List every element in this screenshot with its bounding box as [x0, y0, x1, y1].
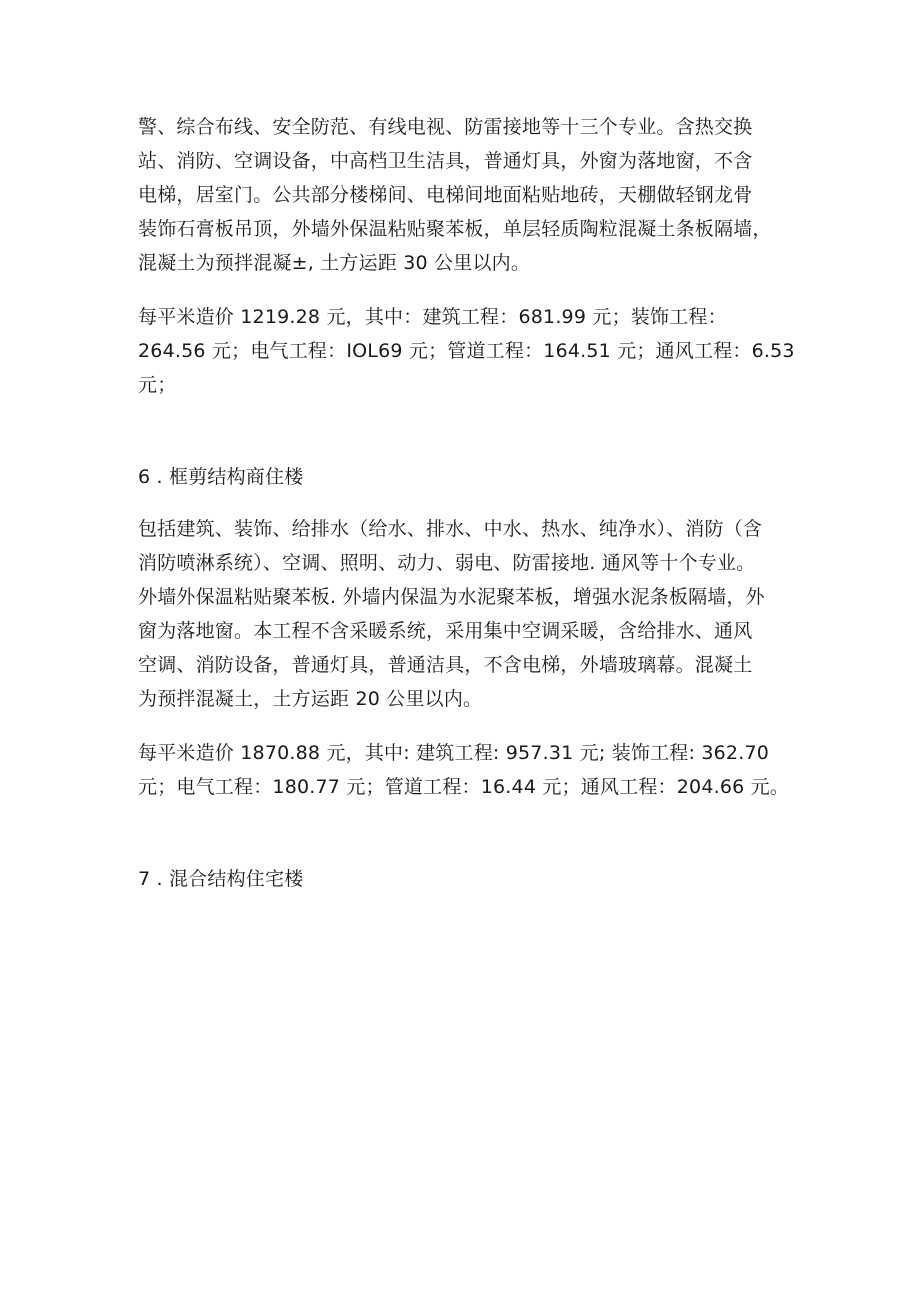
heading-text: 7 . 混合结构住宅楼 [138, 868, 304, 890]
text-line: 为预拌混凝土，土方运距 20 公里以内。 [138, 688, 483, 710]
heading-text: 6 . 框剪结构商住楼 [138, 466, 304, 488]
text-line: 264.56 元；电气工程：IOL69 元；管道工程：164.51 元；通风工程：6.53 [138, 340, 795, 362]
section-6-body [138, 512, 798, 716]
section-7-heading [138, 862, 798, 896]
text-line: 电梯，居室门。公共部分楼梯间、电梯间地面粘贴地砖，天棚做轻钢龙骨 [138, 184, 753, 206]
text-line: 装饰石膏板吊顶，外墙外保温粘贴聚苯板，单层轻质陶粒混凝土条板隔墙， [138, 218, 772, 240]
text-line: 元； [138, 374, 177, 396]
text-line: 消防喷淋系统）、空调、照明、动力、弱电、防雷接地. 通风等十个专业。 [138, 552, 756, 574]
intro-paragraph [138, 110, 798, 280]
text-line: 外墙外保温粘贴聚苯板. 外墙内保温为水泥聚苯板，增强水泥条板隔墙，外 [138, 586, 765, 608]
text-line: 每平米造价 1219.28 元，其中：建筑工程：681.99 元；装饰工程： [138, 306, 727, 328]
section-6-price [138, 736, 798, 804]
text-line: 窗为落地窗。本工程不含采暖系统，采用集中空调采暖，含给排水、通风 [138, 620, 753, 642]
text-line: 元；电气工程：180.77 元；管道工程：16.44 元；通风工程：204.66 元。 [138, 776, 790, 798]
document-page [138, 110, 798, 896]
text-line: 站、消防、空调设备，中高档卫生洁具，普通灯具，外窗为落地窗，不含 [138, 150, 753, 172]
price-paragraph-5 [138, 300, 798, 402]
text-line: 混凝土为预拌混凝±, 土方运距 30 公里以内。 [138, 252, 531, 274]
text-line: 空调、消防设备，普通灯具，普通洁具，不含电梯，外墙玻璃幕。混凝土 [138, 654, 753, 676]
text-line: 警、综合布线、安全防范、有线电视、防雷接地等十三个专业。含热交换 [138, 116, 753, 138]
text-line: 包括建筑、装饰、给排水（给水、排水、中水、热水、纯净水）、消防（含 [138, 518, 763, 540]
text-line: 每平米造价 1870.88 元，其中: 建筑工程: 957.31 元; 装饰工程: 362.70 [138, 742, 770, 764]
section-6-heading [138, 460, 798, 494]
